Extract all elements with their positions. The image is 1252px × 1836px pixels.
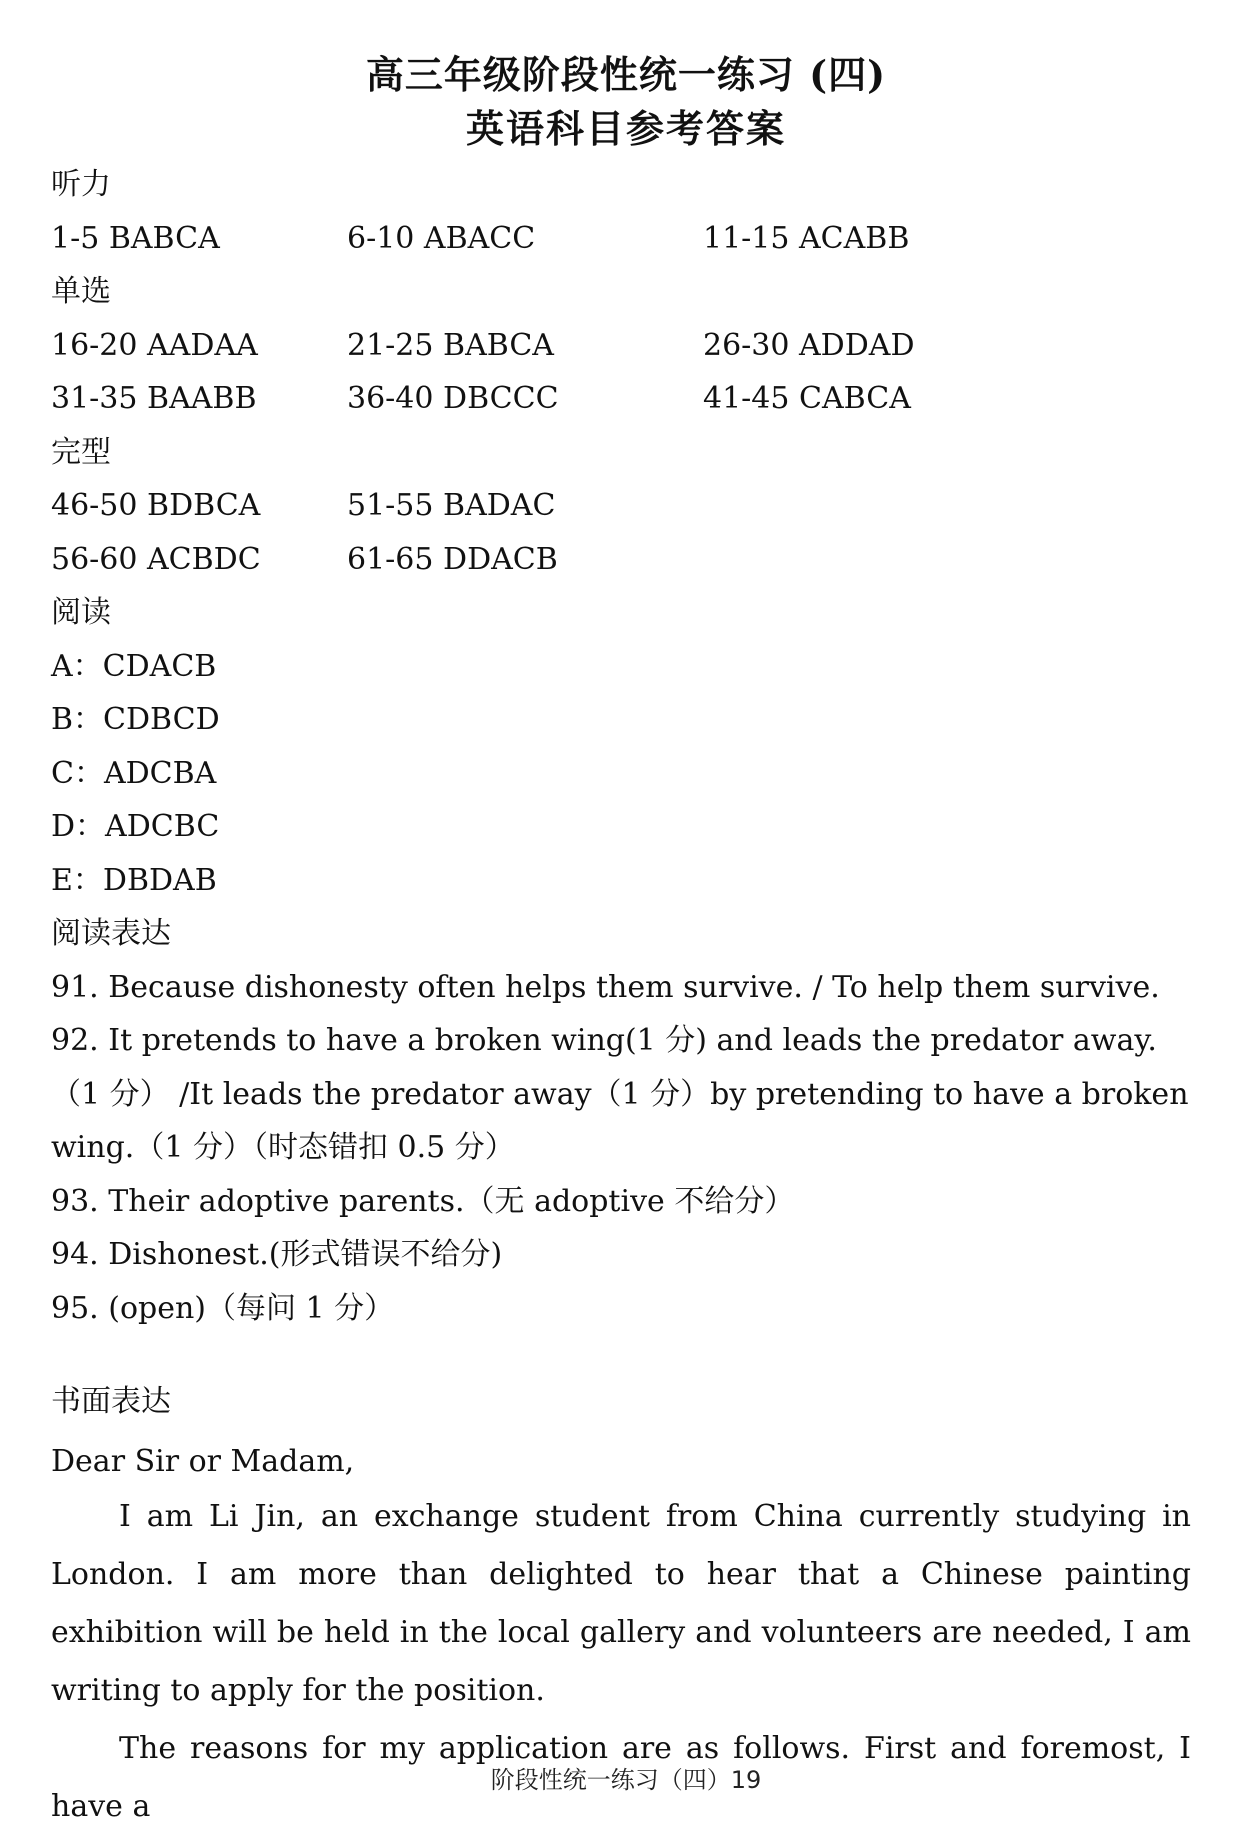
page-footer: 阶段性统一练习（四）19 <box>490 1766 762 1794</box>
reading-answer: D：ADCBC <box>51 809 220 844</box>
letter-paragraph: The reasons for my application are as follows. First and foremost, I have a <box>51 1731 1191 1824</box>
expression-answer-92: 92. It pretends to have a broken wing(1 分) and leads the predator away.（1 分） /It leads the predator away（1 分）by pretending to have a broken wing.（1 分）（时态错扣 0.5 分） <box>51 1023 1189 1165</box>
answer-group: 46-50 BDBCA <box>51 488 261 523</box>
answer-row <box>51 212 1191 266</box>
answer-group: 26-30 ADDAD <box>703 327 915 363</box>
answer-group: 61-65 DDACB <box>347 541 558 577</box>
answer-row <box>51 533 1191 587</box>
reading-answer: E：DBDAB <box>51 862 217 898</box>
answer-row <box>51 372 1191 426</box>
reading-answer: C：ADCBA <box>51 755 217 791</box>
answer-group: 11-15 ACABB <box>703 220 910 256</box>
section-heading-reading-expression: 阅读表达 <box>51 916 171 951</box>
letter-paragraph: I am Li Jin, an exchange student from China currently studying in London. I am more than delighted to hear that a Chinese painting exhibition will be held in the local gallery and volunteers are needed, I am writing to apply for the position. <box>51 1499 1191 1708</box>
reading-answer: A：CDACB <box>51 648 217 684</box>
expression-answer-94: 94. Dishonest.(形式错误不给分) <box>51 1237 503 1272</box>
answer-group: 56-60 ACBDC <box>51 541 261 577</box>
answer-body <box>51 158 1191 1836</box>
answer-group: 31-35 BAABB <box>51 381 257 416</box>
letter-salutation: Dear Sir or Madam, <box>51 1443 355 1479</box>
answer-group: 21-25 BABCA <box>347 327 554 363</box>
page-subtitle: 英语科目参考答案 <box>465 106 786 151</box>
answer-row <box>51 319 1191 373</box>
answer-group: 1-5 BABCA <box>51 220 220 256</box>
answer-group: 16-20 AADAA <box>51 327 258 363</box>
section-heading-cloze: 完型 <box>51 434 111 470</box>
answer-group: 36-40 DBCCC <box>347 381 559 416</box>
section-heading-writing: 书面表达 <box>51 1384 171 1419</box>
expression-answer-93: 93. Their adoptive parents.（无 adoptive 不给分） <box>51 1183 795 1219</box>
section-heading-reading: 阅读 <box>51 595 111 630</box>
expression-answer-95: 95. (open)（每问 1 分） <box>51 1290 395 1326</box>
answer-row <box>51 479 1191 533</box>
answer-group: 41-45 CABCA <box>703 381 911 416</box>
answer-group: 51-55 BADAC <box>347 488 556 523</box>
reading-answer: B：CDBCD <box>51 702 220 737</box>
page-title: 高三年级阶段性统一练习 (四) <box>365 52 887 97</box>
expression-answer-91: 91. Because dishonesty often helps them survive. / To help them survive. <box>51 969 1160 1005</box>
answer-group: 6-10 ABACC <box>347 220 536 256</box>
section-heading-listening: 听力 <box>51 167 111 202</box>
section-heading-single-choice: 单选 <box>51 274 111 309</box>
